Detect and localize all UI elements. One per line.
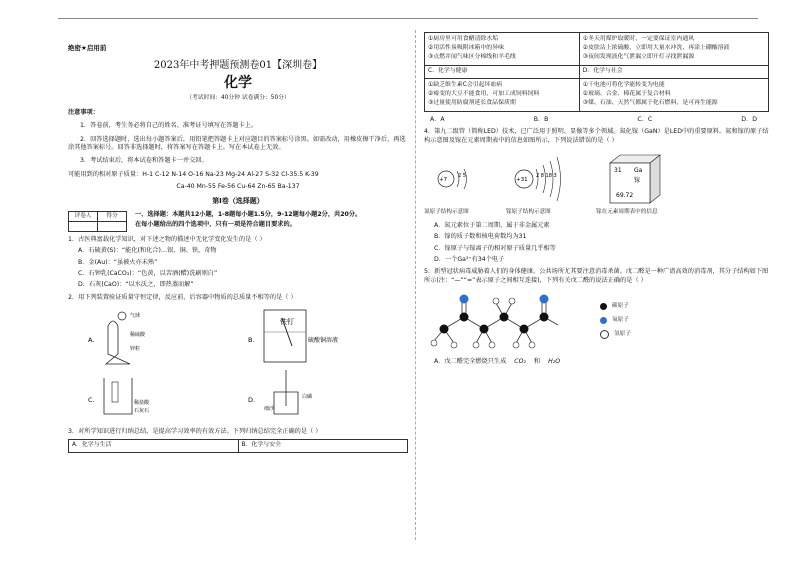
- score-table: [68, 211, 127, 232]
- stone-label: 石灰石: [134, 408, 150, 415]
- label-b: B.: [248, 336, 255, 345]
- zinc-label: 锌粒: [130, 346, 141, 353]
- n-shell-2: [464, 169, 467, 189]
- grader-cell[interactable]: [69, 221, 98, 231]
- notice-2: 2．回答选择题时，选出每小题答案后，用铅笔把答题卡上对应题目的答案标号涂黑。如需改动，用橡皮擦干净后，再选涂其他答案标号。回答非选择题时，将答案写在答题卡上。写在本试卷上无效。: [68, 135, 406, 152]
- q1-stem: 1．古医典富载化学知识，对下述之物的描述中无化学变化发生的是（ ）: [68, 235, 266, 243]
- hydrogen-atom-4: [489, 342, 495, 348]
- q3-b-1: ①冬天用煤炉取暖时，一定要保证室内通风: [582, 36, 695, 42]
- q3-a-1: ①厨房里可用食醋清除水垢: [428, 36, 499, 42]
- legend-carbon-label: 碳原子: [612, 303, 629, 310]
- hcl-label: 稀盐酸: [134, 400, 150, 407]
- notice-1: 1．答卷前，考生务必将自己的姓名、准考证号填写在答题卡上。: [80, 122, 258, 130]
- hydrogen-atom-7: [513, 342, 519, 348]
- carbon-dot-icon: [600, 303, 607, 310]
- legend-hydrogen-label: 氢原子: [614, 330, 631, 337]
- q1-option-c: C．石钟乳(CaCO₃)：“色黄，以苦酒(醋)洗刷则白”: [78, 270, 218, 277]
- q1-option-d: D．石灰(CaO)：“以水沃之，即热蒸而解”: [78, 281, 194, 289]
- q5-and: 和: [533, 358, 541, 366]
- q3-d-3: ③煤、石油、天然气都属于化石燃料，是可再生能源: [582, 99, 718, 106]
- n-shells: 2 5: [458, 172, 466, 179]
- hydrogen-atom-2: [451, 342, 457, 348]
- phos-label: 白磷: [302, 394, 313, 401]
- legend-oxygen-label: 氧原子: [612, 316, 629, 323]
- q1-option-a: A．石硫黄(S)：“能化(和化合)…银、铜、铁，奇物: [78, 247, 217, 255]
- bonds: [434, 301, 558, 343]
- q5-molecule-figure: [424, 289, 769, 355]
- q3-table-head: [68, 439, 408, 453]
- volume-title: 第Ⅰ卷（选择题）: [212, 197, 264, 206]
- flask-a: [106, 321, 130, 364]
- legend-hydrogen: [600, 330, 631, 339]
- hydrogen-atom-5: [493, 298, 499, 304]
- notice-title: 注意事项：: [68, 108, 99, 116]
- q3-cell-b: [579, 33, 768, 66]
- q3-a-2: ②用活性炭吸附冰箱中的异味: [428, 44, 504, 51]
- hydrogen-atom-3: [473, 342, 479, 348]
- balloon-a: [118, 312, 126, 320]
- score-cell[interactable]: [98, 221, 127, 231]
- q5-option-a: [434, 358, 769, 366]
- oxygen-atom-2: [540, 295, 549, 304]
- apparatus-drawings: [68, 306, 408, 424]
- cell-name: 镓: [634, 176, 641, 184]
- q3-head-d: D．化学与社会: [579, 65, 768, 78]
- molecule-legend: [600, 303, 631, 345]
- nail-label: 铁钉: [280, 318, 294, 327]
- oxygen-dot-icon: [600, 317, 607, 324]
- carbon-atom-5: [520, 325, 529, 334]
- cell-symbol: Ga: [634, 166, 643, 174]
- section-info-2: 在每小题给出的四个选项中，只有一项是符合题目要求的。: [134, 221, 296, 229]
- cell-number: 31: [614, 166, 622, 174]
- q3-a-3: ③点燃并闻气味区分棉线和羊毛线: [428, 53, 516, 60]
- cell-side: [650, 155, 660, 203]
- carbon-atom-3: [480, 325, 489, 334]
- q3-answer-c[interactable]: C．C: [637, 115, 653, 123]
- hydrogen-atom-8: [529, 342, 535, 348]
- ga-shell-1: [536, 169, 538, 189]
- atomic-structure-drawings: [424, 149, 769, 209]
- exam-meta: （考试时间：40分钟 试卷满分：50分）: [186, 95, 290, 102]
- caption-cell: 镓在元素周期表中的信息: [596, 208, 658, 215]
- section-info: [135, 211, 405, 230]
- caption-ga: 镓原子结构示意图: [506, 208, 551, 215]
- label-d: D.: [248, 396, 256, 405]
- subject-title: 化学: [224, 75, 252, 92]
- carbon-atom-6: [540, 313, 549, 322]
- section-header: [68, 211, 408, 232]
- q3-cell-d: [579, 78, 768, 111]
- exam-title: 2023年中考押题预测卷01【深圳卷】: [153, 59, 323, 71]
- q3-table: [424, 32, 769, 112]
- sand-label: 细沙: [264, 406, 275, 413]
- q3-c-1: ①缺乏维生素C会引起坏血病: [428, 81, 503, 88]
- q3-cell-c: [425, 78, 580, 111]
- q3-d-2: ②玻璃、合金、棉花属于复合材料: [582, 90, 671, 97]
- right-column: [424, 32, 769, 366]
- q5-co2: CO₂: [514, 358, 526, 366]
- left-column: [68, 44, 408, 453]
- balloon-label: 气球: [130, 313, 141, 320]
- acid-label-a: 稀硫酸: [130, 332, 146, 339]
- q3-c-3: ③过量使用防腐剂延长食品保质期: [428, 99, 516, 106]
- grader-label: 评卷人: [69, 211, 98, 221]
- q2-apparatus-figure: [68, 306, 408, 424]
- q3-cell-a: [425, 33, 580, 66]
- q3-d-1: ①干电池可将化学能转变为电能: [582, 81, 665, 88]
- tube-c: [112, 382, 118, 402]
- molecule-drawing: [424, 289, 594, 355]
- solution-label: 硫酸铜溶液: [308, 337, 339, 345]
- q3-head-b: B．化学与安全: [238, 440, 408, 453]
- q3-head-a: A．化学与生活: [69, 440, 239, 453]
- cell-mass: 69.72: [616, 191, 634, 199]
- legend-carbon: [600, 303, 631, 311]
- ga-shell-2: [543, 165, 546, 193]
- q3-b-3: ③夜间发现液化气泄漏立即开灯寻找泄漏源: [582, 53, 695, 60]
- secret-label: 绝密★启用前: [68, 44, 107, 52]
- q2-stem: 2．用下列装置验证质量守恒定律，反应前、后容器中物质的总质量不相等的是（ ）: [68, 293, 297, 301]
- q3-b-2: ②皮肤沾上浓硫酸，立即用大量水冲洗，再涂上硼酸溶液: [582, 44, 730, 51]
- top-rule: [58, 18, 758, 19]
- score-label: 得分: [98, 211, 127, 221]
- q4-option-b: B．镓的质子数和核电荷数均为31: [434, 233, 527, 241]
- notice-3: 3．考试结束后，将本试卷和答题卡一并交回。: [80, 157, 208, 165]
- hydrogen-atom-6: [509, 298, 515, 304]
- q5-stem: 5．新型冠状病毒威胁着人们的身体健康。公共场所尤其要注意消毒杀菌。戊二醛是一种广谱高效的消毒剂，其分子结构如下图所示(注：“—”“=”表示原子之间相互连接)，下列有关戊二醛的说法正确的是（ ）: [424, 268, 769, 284]
- hydrogen-dot-icon: [600, 330, 609, 339]
- q3-head-c: C．化学与健康: [425, 65, 580, 78]
- label-a: A.: [88, 336, 95, 345]
- atomic-masses-2: Ca-40 Mn-55 Fe-56 Cu-64 Zn-65 Ba-137: [176, 183, 300, 191]
- q3-answer-b[interactable]: B．B: [533, 115, 549, 123]
- q5-h2o: H₂O: [548, 358, 561, 366]
- carbon-atom-2: [460, 313, 469, 322]
- ga-nucleus: +31: [516, 176, 528, 183]
- q4-stem: 4．第九二级管（简称LED）技术，已广泛用于照明、显像等多个领域。氮化镓（GaN）是LED中的重要原料。氮和镓的原子结构示意图及镓在元素周期表中的信息如图所示，下列说法错误的是（ ）: [424, 128, 769, 144]
- caption-n: 氮原子结构示意图: [424, 208, 469, 215]
- carbon-atom-1: [440, 325, 449, 334]
- ga-shell-3: [550, 161, 553, 197]
- atomic-masses-1: 可能用到的相对原子质量：H-1 C-12 N-14 O-16 Na-23 Mg-24 Al-27 S-32 Cl-35.5 K-39: [68, 170, 319, 178]
- carbon-atom-4: [500, 313, 509, 322]
- q3-answer-d[interactable]: D．D: [741, 115, 757, 123]
- hydrogen-atom-1: [431, 340, 437, 346]
- q3-answer-a[interactable]: A．A: [430, 115, 445, 123]
- q3-answers: [424, 116, 769, 124]
- q5-option-a-text: A．戊二醛完全燃烧只生成: [434, 358, 507, 366]
- n-nucleus: +7: [439, 176, 448, 183]
- ga-shells: 2 8 18 3: [536, 172, 557, 179]
- q3-c-2: ②霉变的大豆不能食用，可加工成饲料饲料: [428, 90, 540, 97]
- ga-shell-4: [557, 157, 561, 201]
- q1-option-b: B．金(Au)：“虽被火亦未熟”: [78, 258, 158, 266]
- q4-option-d: D．一个Ga³⁺有34个电子: [434, 255, 505, 263]
- section-info-1: 一、选择题：本题共12小题，1-8题每小题1.5分，9-12题每小题2分，共20分。: [134, 210, 362, 218]
- oxygen-atom-1: [460, 295, 469, 304]
- label-c: C.: [88, 396, 95, 405]
- column-divider: [415, 30, 416, 540]
- q4-figure: [424, 149, 769, 219]
- q3-stem: 3．对所学知识进行归纳总结，是提高学习效率的有效方法。下列归纳总结完全正确的是（ ）: [68, 428, 322, 436]
- q4-option-c: C．镓原子与镓离子的相对原子质量几乎相等: [434, 244, 556, 252]
- legend-oxygen: [600, 317, 631, 325]
- q4-option-a: A．氮元素位于第二周期，属于非金属元素: [434, 221, 550, 229]
